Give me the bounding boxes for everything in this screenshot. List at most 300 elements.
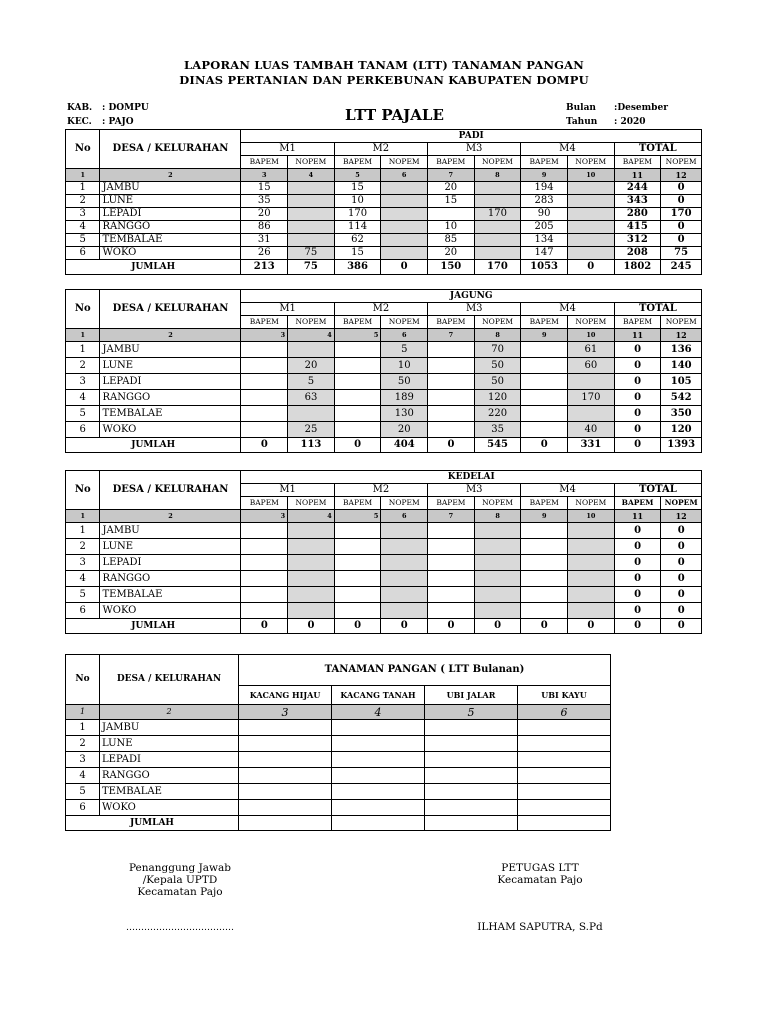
padi-table (65, 129, 702, 275)
pangan-column-number-row (66, 705, 611, 720)
value-cell: 85 (427, 234, 474, 247)
value-cell (334, 523, 381, 539)
value-cell: 50 (474, 374, 521, 390)
main-title: LTT PAJALE (345, 106, 444, 124)
value-cell: 280 (614, 208, 661, 221)
value-cell (288, 234, 335, 247)
value-cell (332, 784, 425, 800)
value-cell: 0 (614, 587, 661, 603)
value-cell (288, 523, 335, 539)
value-cell: 120 (661, 422, 702, 438)
m4-header: M4 (521, 303, 614, 316)
row-no: 4 (66, 390, 100, 406)
value-cell (241, 523, 288, 539)
value-cell: 0 (614, 539, 661, 555)
value-cell: 0 (614, 390, 661, 406)
jumlah-row (66, 438, 702, 453)
value-cell (567, 195, 614, 208)
jumlah-value: 0 (334, 619, 381, 634)
value-cell: 134 (521, 234, 568, 247)
jagung-title: JAGUNG (241, 290, 702, 303)
value-cell (521, 587, 568, 603)
jagung-column-number-row (66, 329, 702, 342)
value-cell: 62 (334, 234, 381, 247)
row-no: 1 (66, 342, 100, 358)
value-cell (381, 195, 428, 208)
sig-right-line2: Kecamatan Pajo (497, 874, 583, 886)
value-cell (521, 539, 568, 555)
value-cell: 189 (381, 390, 428, 406)
value-cell (381, 208, 428, 221)
kedelai-header-row1 (66, 471, 702, 484)
value-cell: 136 (661, 342, 702, 358)
value-cell (381, 182, 428, 195)
jumlah-value: 170 (474, 260, 521, 275)
table-row (66, 221, 702, 234)
bapem-header: BAPEM (614, 316, 661, 329)
bulan-value: :Desember (614, 103, 668, 113)
table-row (66, 234, 702, 247)
row-no: 3 (66, 555, 100, 571)
value-cell: 343 (614, 195, 661, 208)
value-cell (428, 571, 475, 587)
value-cell (241, 358, 288, 374)
row-no: 6 (66, 603, 100, 619)
bapem-header: BAPEM (334, 316, 381, 329)
column-number: 1 (66, 169, 100, 182)
value-cell (521, 603, 568, 619)
m2-header: M2 (334, 484, 427, 497)
value-cell (474, 182, 521, 195)
column-number: 12 (661, 510, 702, 523)
value-cell: 0 (661, 195, 702, 208)
desa-header: DESA / KELURAHAN (100, 130, 241, 169)
value-cell: 0 (614, 342, 661, 358)
m4-header: M4 (521, 484, 614, 497)
column-number: 10 (568, 329, 615, 342)
pangan-title: TANAMAN PANGAN ( LTT Bulanan) (239, 655, 611, 686)
table-row (66, 342, 702, 358)
bulan-label: Bulan (566, 103, 596, 113)
value-cell (567, 234, 614, 247)
value-cell: 170 (568, 390, 615, 406)
value-cell: 244 (614, 182, 661, 195)
value-cell (381, 603, 428, 619)
m3-header: M3 (427, 143, 520, 156)
value-cell (474, 221, 521, 234)
jumlah-row (66, 260, 702, 275)
value-cell (241, 587, 288, 603)
kec-value: : PAJO (102, 117, 134, 127)
column-number: 5 (425, 705, 518, 720)
bapem-header: BAPEM (521, 156, 568, 169)
table-row (66, 800, 611, 816)
sig-left-line2: /Kepala UPTD (142, 874, 218, 886)
value-cell: 75 (288, 247, 335, 260)
value-cell: 220 (474, 406, 521, 422)
column-number: 5 (334, 510, 381, 523)
row-desa: RANGGO (100, 390, 241, 406)
nopem-header: NOPEM (661, 316, 702, 329)
value-cell (521, 523, 568, 539)
jumlah-value: 545 (474, 438, 521, 453)
value-cell (474, 555, 521, 571)
bapem-header: BAPEM (334, 156, 381, 169)
value-cell (568, 603, 615, 619)
column-number: 5 (334, 169, 381, 182)
column-number: 8 (474, 510, 521, 523)
jumlah-value: 0 (241, 438, 288, 453)
jumlah-value (239, 816, 332, 831)
total-header: TOTAL (614, 303, 701, 316)
value-cell: 0 (661, 587, 702, 603)
value-cell: 35 (241, 195, 288, 208)
row-no: 4 (66, 768, 100, 784)
value-cell (521, 342, 568, 358)
table-row (66, 555, 702, 571)
desa-header: DESA / KELURAHAN (100, 471, 241, 510)
value-cell (288, 221, 335, 234)
value-cell (474, 234, 521, 247)
column-number: 10 (567, 169, 614, 182)
value-cell (332, 768, 425, 784)
bapem-header: BAPEM (614, 497, 661, 510)
row-desa: LUNE (100, 736, 239, 752)
value-cell (381, 555, 428, 571)
value-cell: 0 (614, 523, 661, 539)
row-no: 4 (66, 221, 100, 234)
value-cell (239, 736, 332, 752)
value-cell (428, 539, 475, 555)
table-row (66, 406, 702, 422)
value-cell: 86 (241, 221, 288, 234)
value-cell (567, 182, 614, 195)
value-cell: 20 (288, 358, 335, 374)
value-cell (518, 800, 611, 816)
kedelai-table (65, 470, 702, 634)
value-cell (567, 221, 614, 234)
column-number: 2 (100, 329, 241, 342)
value-cell (425, 768, 518, 784)
value-cell: 0 (661, 571, 702, 587)
jumlah-value: 1393 (661, 438, 702, 453)
total-header: TOTAL (614, 484, 701, 497)
no-header: No (66, 471, 100, 510)
column-number: 11 (614, 169, 661, 182)
row-no: 4 (66, 571, 100, 587)
column-number: 3 (241, 169, 288, 182)
value-cell (381, 571, 428, 587)
value-cell (239, 800, 332, 816)
column-number: 12 (661, 169, 702, 182)
value-cell (334, 603, 381, 619)
value-cell (428, 374, 475, 390)
jumlah-label: JUMLAH (66, 260, 241, 275)
row-desa: JAMBU (100, 720, 239, 736)
value-cell (521, 555, 568, 571)
jumlah-value: 1802 (614, 260, 661, 275)
value-cell: 75 (661, 247, 702, 260)
value-cell: 0 (614, 555, 661, 571)
value-cell: 15 (334, 182, 381, 195)
jagung-header-row1 (66, 290, 702, 303)
value-cell (518, 784, 611, 800)
value-cell: 120 (474, 390, 521, 406)
no-header: No (66, 130, 100, 169)
nopem-header: NOPEM (381, 316, 428, 329)
row-no: 5 (66, 587, 100, 603)
row-no: 6 (66, 800, 100, 816)
column-number: 6 (381, 510, 428, 523)
row-desa: JAMBU (100, 342, 241, 358)
value-cell (474, 603, 521, 619)
column-number: 4 (288, 510, 335, 523)
column-number: 4 (332, 705, 425, 720)
crop-header: UBI JALAR (425, 686, 518, 705)
value-cell (241, 571, 288, 587)
row-desa: LEPADI (100, 752, 239, 768)
value-cell (334, 571, 381, 587)
m3-header: M3 (428, 484, 521, 497)
value-cell (334, 342, 381, 358)
value-cell (288, 342, 335, 358)
value-cell (241, 555, 288, 571)
kab-label: KAB. (67, 103, 93, 113)
value-cell (428, 555, 475, 571)
row-no: 1 (66, 720, 100, 736)
row-no: 2 (66, 736, 100, 752)
jumlah-value: 0 (521, 619, 568, 634)
value-cell: 15 (427, 195, 474, 208)
column-number: 1 (66, 705, 100, 720)
value-cell: 0 (661, 234, 702, 247)
value-cell (239, 720, 332, 736)
value-cell: 10 (334, 195, 381, 208)
row-desa: TEMBALAE (100, 234, 241, 247)
value-cell (425, 736, 518, 752)
nopem-header: NOPEM (474, 497, 521, 510)
jumlah-value (332, 816, 425, 831)
jumlah-value: 0 (241, 619, 288, 634)
value-cell (518, 768, 611, 784)
value-cell: 0 (661, 555, 702, 571)
value-cell: 147 (521, 247, 568, 260)
value-cell (332, 800, 425, 816)
value-cell (568, 555, 615, 571)
table-row (66, 768, 611, 784)
row-desa: LUNE (100, 195, 241, 208)
row-no: 1 (66, 523, 100, 539)
value-cell (381, 539, 428, 555)
table-row (66, 208, 702, 221)
report-title-line2: DINAS PERTANIAN DAN PERKEBUNAN KABUPATEN DOMPU (179, 73, 589, 87)
nopem-header: NOPEM (288, 316, 335, 329)
bapem-header: BAPEM (241, 316, 288, 329)
row-desa: TEMBALAE (100, 406, 241, 422)
value-cell: 0 (661, 221, 702, 234)
table-row (66, 422, 702, 438)
sig-right-line1: PETUGAS LTT (501, 862, 579, 874)
jumlah-value: 0 (567, 260, 614, 275)
row-desa: LEPADI (100, 555, 241, 571)
crop-header: KACANG HIJAU (239, 686, 332, 705)
bapem-header: BAPEM (428, 316, 475, 329)
value-cell (474, 523, 521, 539)
value-cell (568, 587, 615, 603)
value-cell (288, 603, 335, 619)
table-row (66, 539, 702, 555)
jumlah-row (66, 816, 611, 831)
m1-header: M1 (241, 303, 334, 316)
row-no: 2 (66, 195, 100, 208)
value-cell (288, 406, 335, 422)
value-cell (568, 571, 615, 587)
jumlah-value: 113 (288, 438, 335, 453)
value-cell: 170 (334, 208, 381, 221)
value-cell (288, 182, 335, 195)
value-cell (334, 406, 381, 422)
value-cell: 170 (474, 208, 521, 221)
column-number: 6 (381, 169, 428, 182)
column-number: 12 (661, 329, 702, 342)
row-desa: TEMBALAE (100, 587, 241, 603)
value-cell: 90 (521, 208, 568, 221)
column-number: 8 (474, 169, 521, 182)
value-cell: 0 (614, 422, 661, 438)
value-cell: 0 (661, 539, 702, 555)
value-cell: 415 (614, 221, 661, 234)
value-cell (521, 422, 568, 438)
column-number: 7 (428, 329, 475, 342)
nopem-header: NOPEM (568, 497, 615, 510)
row-desa: LUNE (100, 539, 241, 555)
row-desa: WOKO (100, 800, 239, 816)
value-cell (428, 603, 475, 619)
column-number: 3 (239, 705, 332, 720)
value-cell: 0 (614, 571, 661, 587)
jumlah-value (425, 816, 518, 831)
value-cell (474, 587, 521, 603)
column-number: 9 (521, 329, 568, 342)
value-cell: 20 (241, 208, 288, 221)
row-desa: WOKO (100, 603, 241, 619)
row-no: 5 (66, 784, 100, 800)
desa-header: DESA / KELURAHAN (100, 290, 241, 329)
value-cell (288, 208, 335, 221)
value-cell (428, 523, 475, 539)
value-cell: 25 (288, 422, 335, 438)
jumlah-value: 0 (521, 438, 568, 453)
jumlah-value: 331 (568, 438, 615, 453)
value-cell (568, 539, 615, 555)
jumlah-value (518, 816, 611, 831)
jumlah-value: 150 (427, 260, 474, 275)
column-number: 2 (100, 705, 239, 720)
nopem-header: NOPEM (567, 156, 614, 169)
row-no: 3 (66, 208, 100, 221)
value-cell: 50 (474, 358, 521, 374)
value-cell (241, 603, 288, 619)
m2-header: M2 (334, 143, 427, 156)
value-cell (521, 406, 568, 422)
tahun-value: : 2020 (614, 117, 646, 127)
table-row (66, 603, 702, 619)
value-cell (334, 587, 381, 603)
value-cell: 10 (381, 358, 428, 374)
value-cell (428, 587, 475, 603)
value-cell: 35 (474, 422, 521, 438)
value-cell (521, 358, 568, 374)
value-cell (381, 221, 428, 234)
row-desa: WOKO (100, 247, 241, 260)
bapem-header: BAPEM (334, 497, 381, 510)
value-cell: 350 (661, 406, 702, 422)
m4-header: M4 (521, 143, 614, 156)
kab-value: : DOMPU (102, 103, 149, 113)
jagung-table (65, 289, 702, 453)
column-number: 9 (521, 510, 568, 523)
value-cell: 20 (381, 422, 428, 438)
value-cell: 0 (661, 182, 702, 195)
padi-column-number-row (66, 169, 702, 182)
value-cell (332, 736, 425, 752)
sig-right-name: ILHAM SAPUTRA, S.Pd (477, 921, 603, 933)
report-title-line1: LAPORAN LUAS TAMBAH TANAM (LTT) TANAMAN PANGAN (183, 58, 585, 72)
value-cell (239, 768, 332, 784)
table-row (66, 720, 611, 736)
value-cell: 140 (661, 358, 702, 374)
table-row (66, 195, 702, 208)
table-row (66, 784, 611, 800)
row-no: 5 (66, 406, 100, 422)
value-cell (568, 374, 615, 390)
value-cell (241, 342, 288, 358)
value-cell (241, 422, 288, 438)
column-number: 10 (568, 510, 615, 523)
row-desa: RANGGO (100, 571, 241, 587)
row-desa: LEPADI (100, 208, 241, 221)
pangan-header-row1 (66, 655, 611, 686)
column-number: 6 (518, 705, 611, 720)
nopem-header: NOPEM (474, 316, 521, 329)
nopem-header: NOPEM (568, 316, 615, 329)
table-row (66, 374, 702, 390)
value-cell: 0 (661, 523, 702, 539)
table-row (66, 736, 611, 752)
column-number: 9 (521, 169, 568, 182)
jumlah-value: 0 (474, 619, 521, 634)
m1-header: M1 (241, 143, 334, 156)
value-cell (332, 720, 425, 736)
jumlah-value: 213 (241, 260, 288, 275)
value-cell: 50 (381, 374, 428, 390)
value-cell (334, 374, 381, 390)
value-cell: 130 (381, 406, 428, 422)
value-cell (428, 390, 475, 406)
value-cell (567, 247, 614, 260)
nopem-header: NOPEM (661, 156, 702, 169)
value-cell (334, 555, 381, 571)
value-cell (425, 784, 518, 800)
value-cell (428, 406, 475, 422)
value-cell (288, 571, 335, 587)
column-number: 3 (241, 510, 288, 523)
bapem-header: BAPEM (614, 156, 661, 169)
value-cell: 114 (334, 221, 381, 234)
jumlah-value: 0 (381, 260, 428, 275)
value-cell (334, 390, 381, 406)
row-desa: JAMBU (100, 523, 241, 539)
